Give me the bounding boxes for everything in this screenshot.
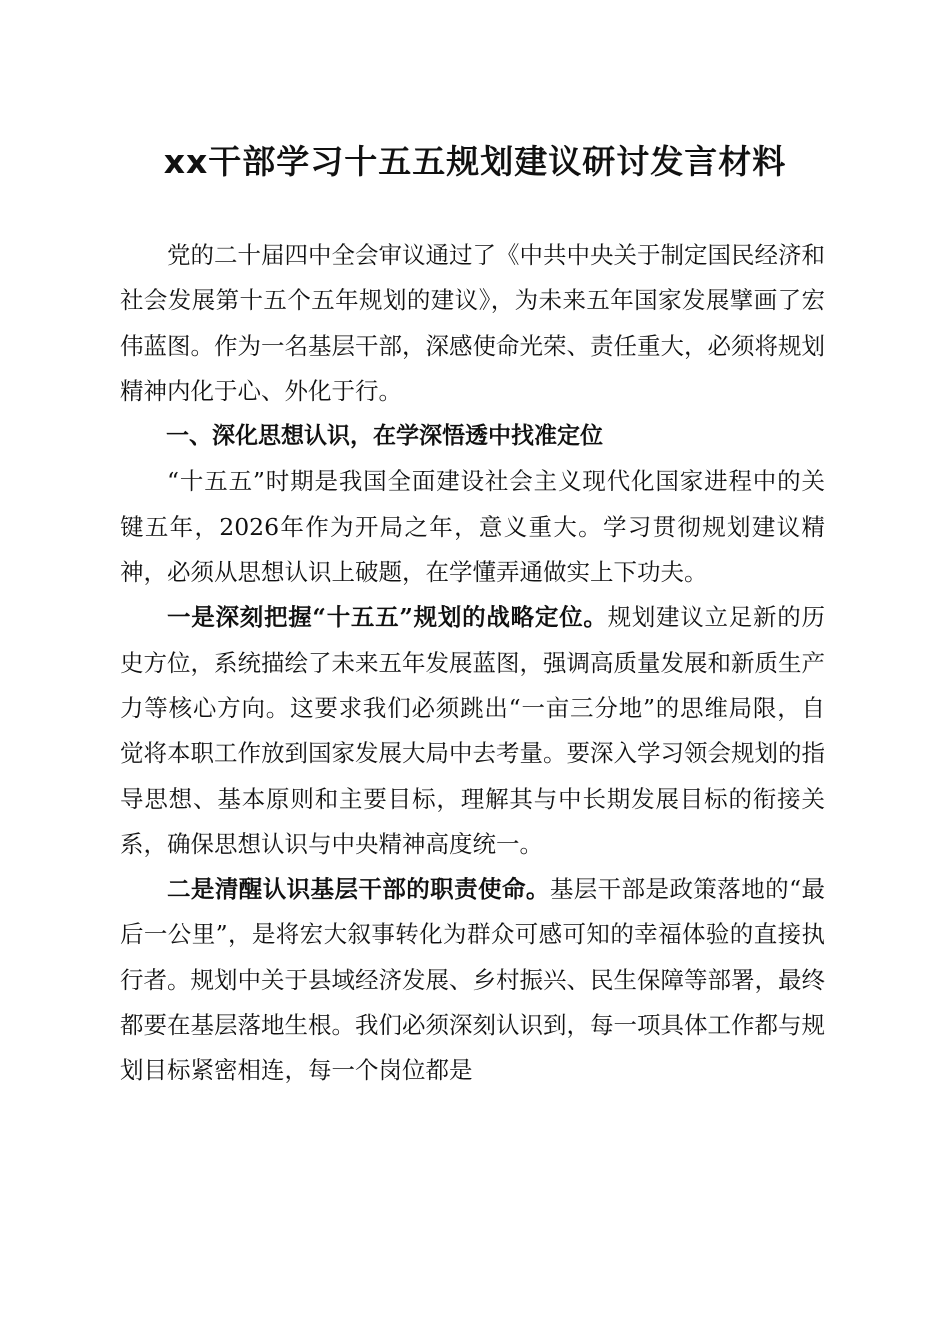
document-body [120, 233, 825, 1094]
point-1-text: 规划建议立足新的历史方位，系统描绘了未来五年发展蓝图，强调高质量发展和新质生产力等核心方向。这要求我们必须跳出“一亩三分地”的思维局限，自觉将本职工作放到国家发展大局中去考量。要深入学习领会规划的指导思想、基本原则和主要目标，理解其与中长期发展目标的衔接关系，确保思想认识与中央精神高度统一。 [120, 603, 825, 858]
point-1-paragraph [120, 595, 825, 867]
point-1-lead: 一是深刻把握“十五五”规划的战略定位。 [167, 603, 608, 632]
section-1-intro-paragraph: “十五五”时期是我国全面建设社会主义现代化国家进程中的关键五年，2026年作为开局之年，意义重大。学习贯彻规划建议精神，必须从思想认识上破题，在学懂弄通做实上下功夫。 [120, 467, 825, 587]
point-2-paragraph [120, 867, 825, 1093]
intro-paragraph: 党的二十届四中全会审议通过了《中共中央关于制定国民经济和社会发展第十五个五年规划的建议》，为未来五年国家发展擘画了宏伟蓝图。作为一名基层干部，深感使命光荣、责任重大，必须将规划精神内化于心、外化于行。 [120, 241, 825, 405]
document-title: xx干部学习十五五规划建议研讨发言材料 [163, 142, 787, 181]
point-2-lead: 二是清醒认识基层干部的职责使命。 [167, 875, 550, 904]
point-2-text: 基层干部是政策落地的“最后一公里”，是将宏大叙事转化为群众可感可知的幸福体验的直接执行者。规划中关于县域经济发展、乡村振兴、民生保障等部署，最终都要在基层落地生根。我们必须深刻认识到，每一项具体工作都与规划目标紧密相连，每一个岗位都是 [120, 875, 826, 1085]
section-heading-1: 一、深化思想认识，在学深悟透中找准定位 [166, 423, 603, 450]
